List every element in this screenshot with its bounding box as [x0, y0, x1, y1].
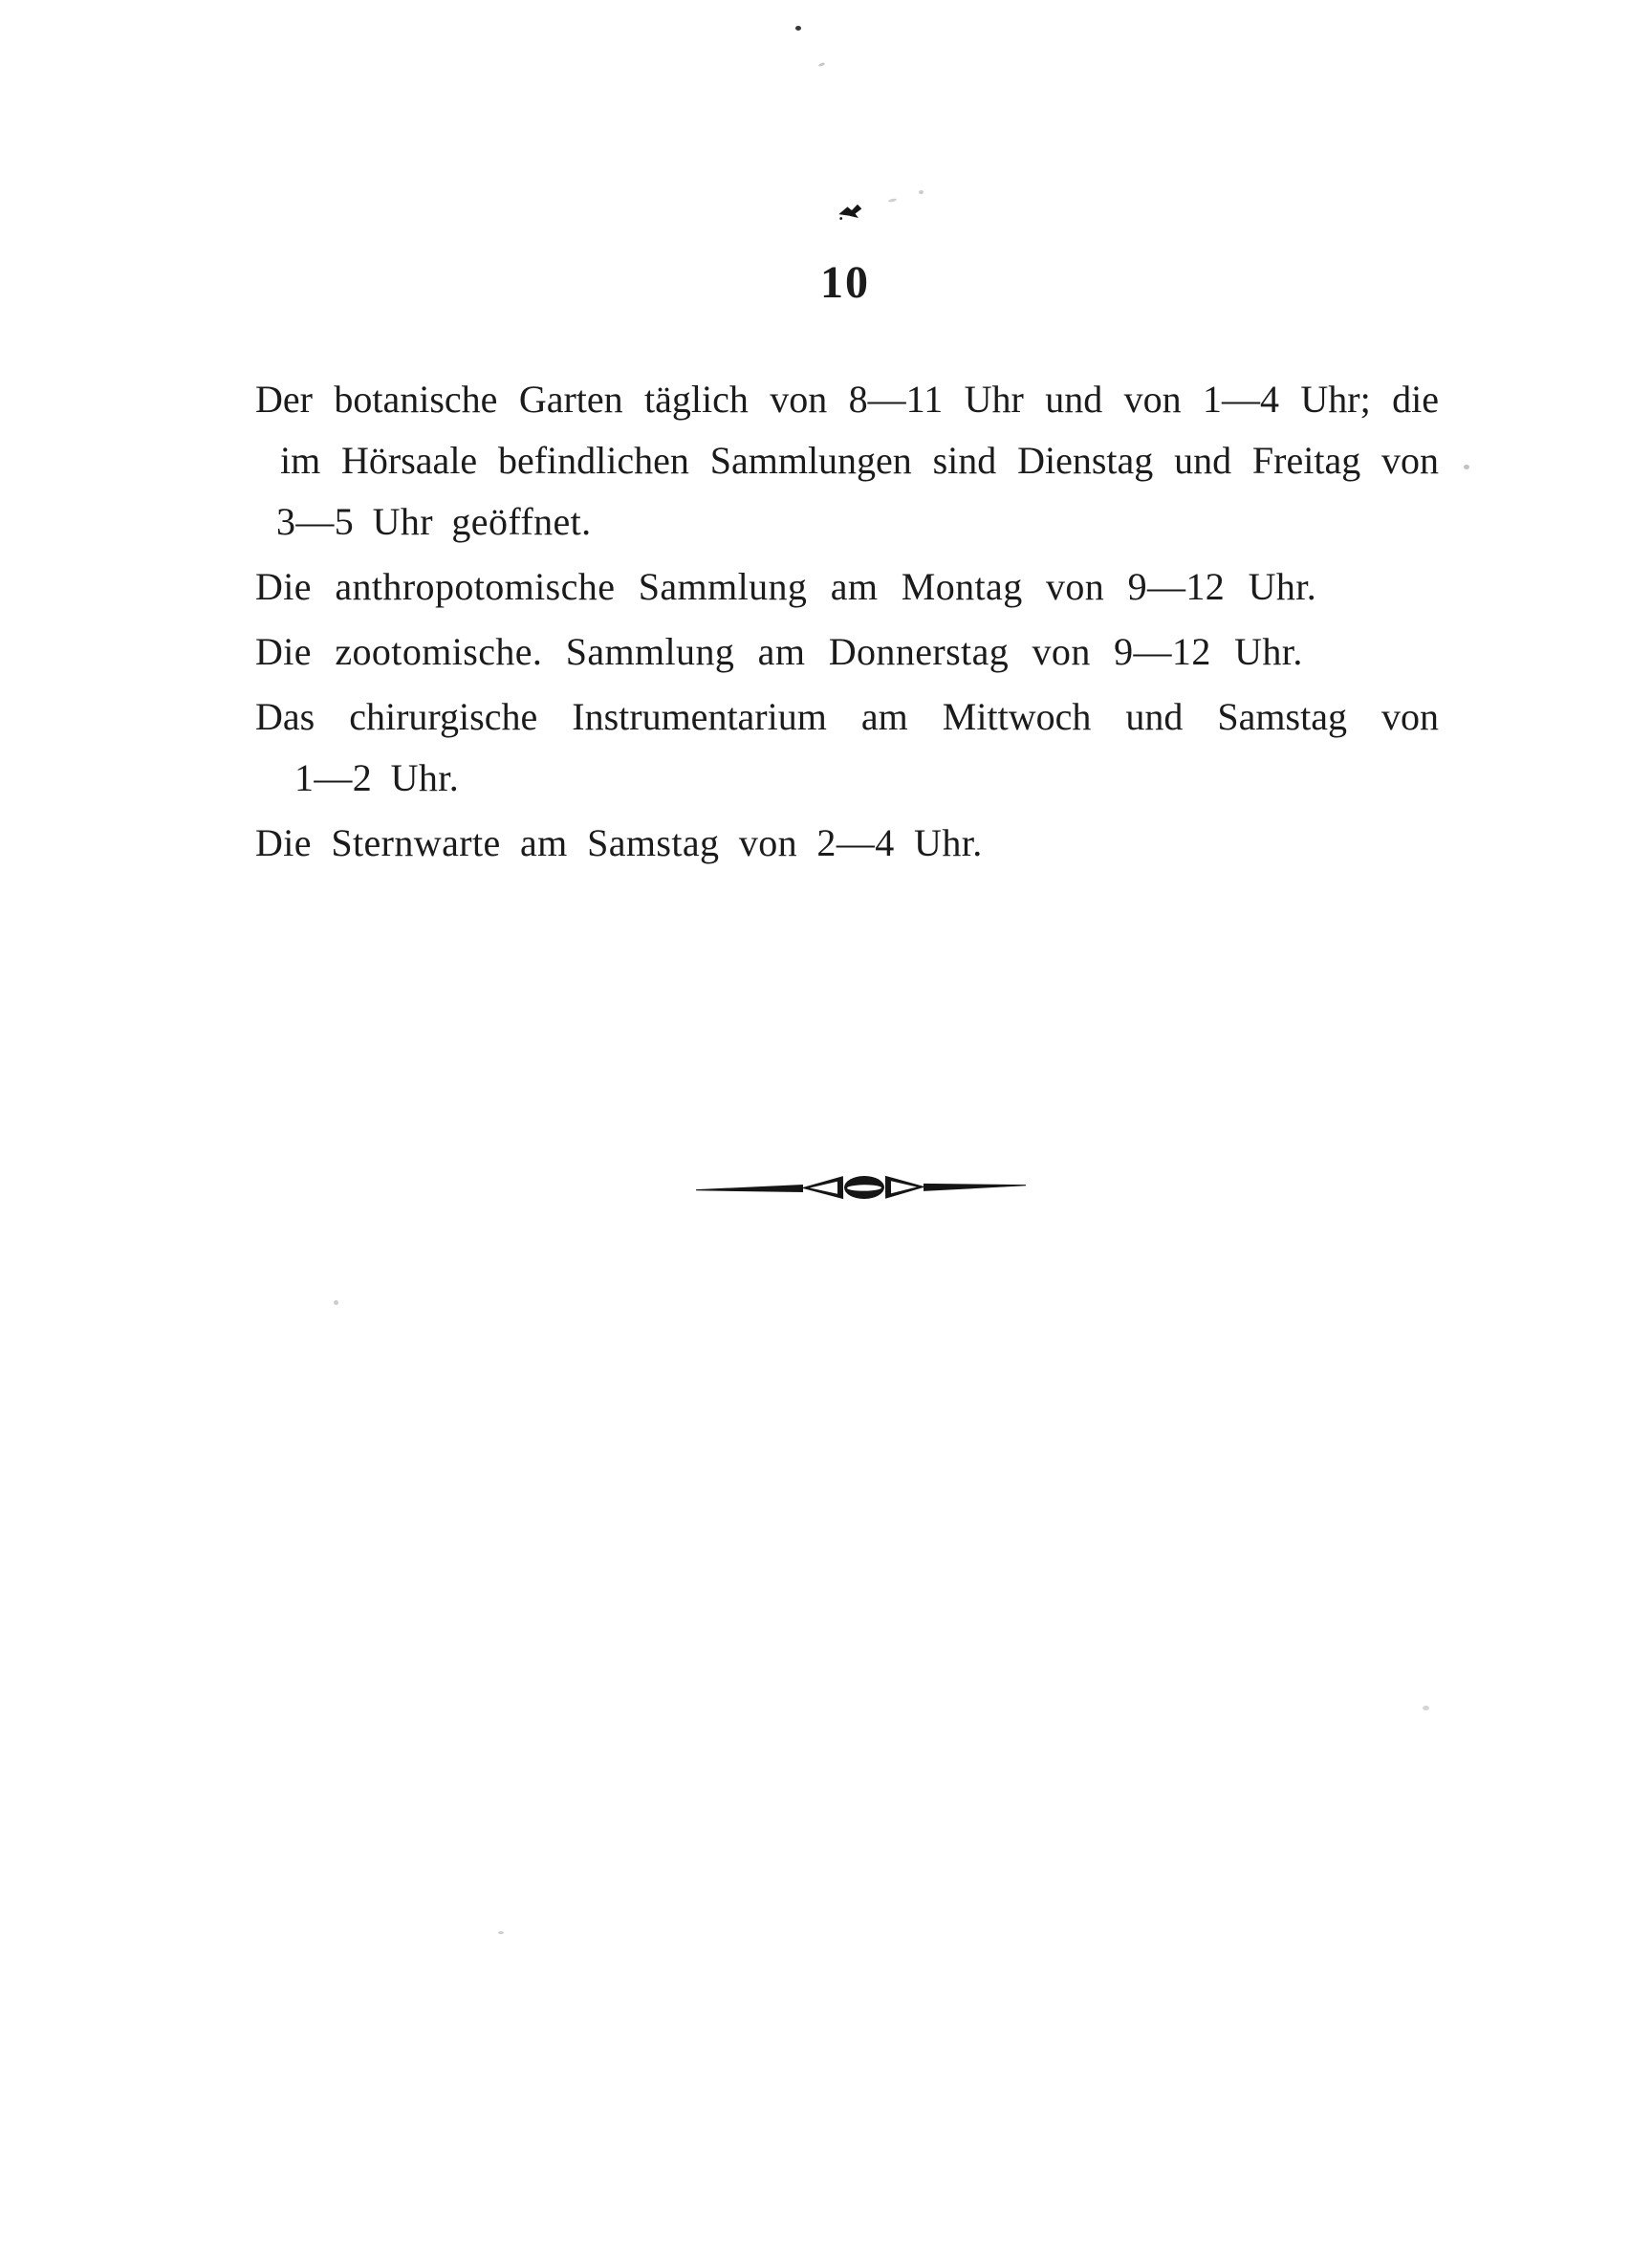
text-line: im Hörsaale befindlichen Sammlungen sind Dienstag und Freitag von	[280, 439, 1439, 482]
text-line: Der botanische Garten täglich von 8—11 Uhr und von 1—4 Uhr; die	[255, 378, 1439, 421]
text-line: Die zootomische. Sammlung am Donnerstag von 9—12 Uhr.	[255, 630, 1303, 673]
ornamental-divider	[696, 1165, 1026, 1208]
text-line: Die anthropotomische Sammlung am Montag von 9—12 Uhr.	[255, 565, 1317, 608]
ink-smudge-icon	[835, 193, 869, 228]
scan-speck	[818, 62, 826, 67]
scan-speck	[1464, 465, 1469, 469]
scan-speck	[334, 1300, 338, 1305]
scan-speck	[919, 190, 924, 194]
scan-speck	[795, 26, 801, 31]
text-line: 3—5 Uhr geöffnet.	[276, 500, 592, 543]
scan-speck	[1423, 1706, 1429, 1710]
text-block	[255, 369, 1439, 874]
text-line: Die Sternwarte am Samstag von 2—4 Uhr.	[255, 821, 983, 864]
text-line: 1—2 Uhr.	[294, 756, 460, 799]
page-number: 10	[820, 257, 870, 308]
scan-speck	[498, 1931, 504, 1934]
text-line: Das chirurgische Instrumentarium am Mittwoch und Samstag von	[255, 695, 1439, 738]
scan-speck	[888, 198, 897, 203]
